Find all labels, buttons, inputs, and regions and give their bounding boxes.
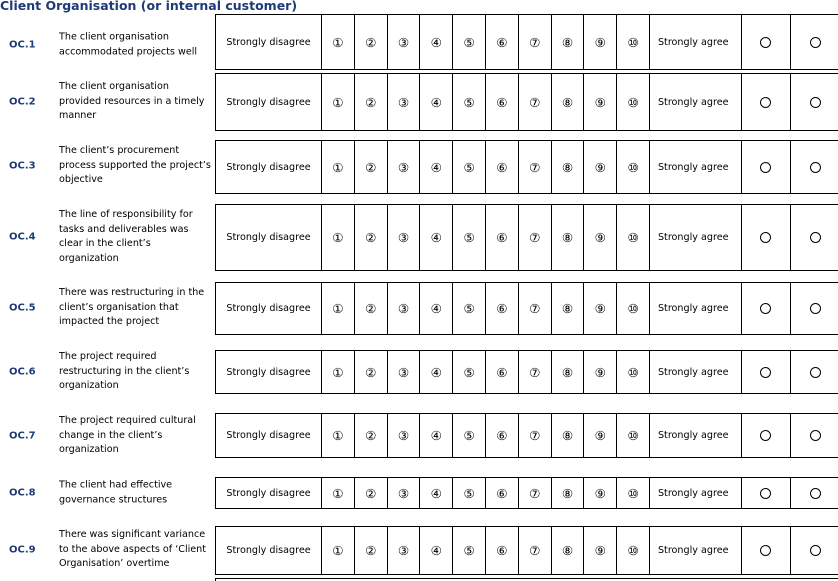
scale-option-8[interactable]: ⑧	[552, 414, 585, 457]
rating-scale	[215, 350, 838, 394]
scale-option-8[interactable]: ⑧	[552, 283, 585, 334]
scale-option-3[interactable]: ③	[388, 351, 421, 393]
scale-option-5[interactable]: ⑤	[453, 74, 486, 130]
question-text: The line of responsibility for tasks and deliverables was clear in the client’s organization	[59, 208, 193, 264]
radio-cell	[742, 527, 791, 574]
radio-button[interactable]	[810, 232, 821, 243]
scale-option-4[interactable]: ④	[420, 283, 453, 334]
scale-option-8[interactable]: ⑧	[552, 478, 585, 508]
scale-option-10[interactable]: ⑩	[617, 351, 650, 393]
scale-option-4[interactable]: ④	[420, 351, 453, 393]
scale-option-3[interactable]: ③	[388, 478, 421, 508]
scale-right-label: Strongly agree	[650, 141, 742, 193]
scale-option-7[interactable]: ⑦	[519, 74, 552, 130]
scale-option-2[interactable]: ②	[355, 141, 388, 193]
scale-option-9[interactable]: ⑨	[584, 141, 617, 193]
radio-button[interactable]	[760, 162, 771, 173]
scale-option-10[interactable]: ⑩	[617, 141, 650, 193]
radio-cell	[791, 15, 838, 69]
rating-scale	[215, 14, 838, 70]
question-text: The project required cultural change in the client’s organization	[59, 415, 196, 456]
question-text: The client’s procurement process supported the project’s objective	[59, 145, 211, 186]
rating-scale	[215, 140, 838, 194]
rating-scale	[215, 477, 838, 509]
scale-option-10[interactable]: ⑩	[617, 74, 650, 130]
scale-left-label: Strongly disagree	[216, 15, 322, 69]
scale-option-9[interactable]: ⑨	[584, 74, 617, 130]
radio-cell	[791, 527, 838, 574]
scale-left-label: Strongly disagree	[216, 141, 322, 193]
scale-right-label: Strongly agree	[650, 283, 742, 334]
radio-button[interactable]	[760, 232, 771, 243]
scale-option-1[interactable]: ①	[322, 351, 355, 393]
radio-button[interactable]	[760, 367, 771, 378]
question-code: OC.2	[9, 96, 36, 108]
rating-scale	[215, 73, 838, 131]
radio-cell	[791, 351, 838, 393]
scale-option-6[interactable]: ⑥	[486, 351, 519, 393]
scale-option-3[interactable]: ③	[388, 414, 421, 457]
scale-option-1[interactable]: ①	[322, 414, 355, 457]
scale-option-2[interactable]: ②	[355, 527, 388, 574]
rating-scale	[215, 526, 838, 575]
scale-right-label: Strongly agree	[650, 74, 742, 130]
rating-scale	[215, 413, 838, 458]
scale-option-10[interactable]: ⑩	[617, 527, 650, 574]
question-code: OC.9	[9, 544, 36, 556]
radio-button[interactable]	[810, 367, 821, 378]
radio-button[interactable]	[760, 303, 771, 314]
radio-cell	[791, 283, 838, 334]
scale-left-label: Strongly disagree	[216, 74, 322, 130]
scale-option-4[interactable]: ④	[420, 414, 453, 457]
scale-option-1[interactable]: ①	[322, 74, 355, 130]
scale-option-6[interactable]: ⑥	[486, 283, 519, 334]
question-code: OC.3	[9, 160, 36, 172]
radio-cell	[791, 478, 838, 508]
scale-option-7[interactable]: ⑦	[519, 414, 552, 457]
radio-cell	[742, 414, 791, 457]
scale-option-4[interactable]: ④	[420, 478, 453, 508]
question-text: The client organisation accommodated projects well	[59, 31, 198, 57]
scale-option-5[interactable]: ⑤	[453, 478, 486, 508]
scale-option-9[interactable]: ⑨	[584, 15, 617, 69]
scale-option-8[interactable]: ⑧	[552, 141, 585, 193]
scale-option-8[interactable]: ⑧	[552, 205, 585, 270]
radio-cell	[742, 283, 791, 334]
scale-right-label: Strongly agree	[650, 15, 742, 69]
question-code: OC.7	[9, 430, 36, 442]
scale-option-4[interactable]: ④	[420, 527, 453, 574]
radio-cell	[791, 74, 838, 130]
scale-option-4[interactable]: ④	[420, 74, 453, 130]
scale-option-9[interactable]: ⑨	[584, 283, 617, 334]
scale-option-8[interactable]: ⑧	[552, 74, 585, 130]
scale-option-3[interactable]: ③	[388, 205, 421, 270]
scale-option-6[interactable]: ⑥	[486, 205, 519, 270]
radio-cell	[742, 74, 791, 130]
radio-button[interactable]	[760, 545, 771, 556]
radio-button[interactable]	[810, 97, 821, 108]
scale-option-4[interactable]: ④	[420, 141, 453, 193]
radio-cell	[791, 205, 838, 270]
scale-option-2[interactable]: ②	[355, 15, 388, 69]
rating-scale	[215, 282, 838, 335]
scale-left-label: Strongly disagree	[216, 527, 322, 574]
scale-option-9[interactable]: ⑨	[584, 478, 617, 508]
radio-button[interactable]	[810, 303, 821, 314]
scale-option-3[interactable]: ③	[388, 527, 421, 574]
scale-option-4[interactable]: ④	[420, 205, 453, 270]
scale-option-10[interactable]: ⑩	[617, 15, 650, 69]
scale-option-2[interactable]: ②	[355, 205, 388, 270]
scale-option-8[interactable]: ⑧	[552, 527, 585, 574]
scale-left-label: Strongly disagree	[216, 414, 322, 457]
question-text: There was significant variance to the above aspects of ‘Client Organisation’ overtime	[59, 529, 207, 570]
radio-cell	[742, 351, 791, 393]
scale-right-label: Strongly agree	[650, 205, 742, 270]
scale-option-6[interactable]: ⑥	[486, 141, 519, 193]
scale-option-1[interactable]: ①	[322, 283, 355, 334]
scale-option-9[interactable]: ⑨	[584, 205, 617, 270]
scale-option-9[interactable]: ⑨	[584, 527, 617, 574]
scale-option-5[interactable]: ⑤	[453, 351, 486, 393]
scale-option-7[interactable]: ⑦	[519, 141, 552, 193]
scale-option-5[interactable]: ⑤	[453, 283, 486, 334]
scale-option-10[interactable]: ⑩	[617, 283, 650, 334]
scale-option-7[interactable]: ⑦	[519, 15, 552, 69]
radio-button[interactable]	[810, 162, 821, 173]
scale-option-8[interactable]: ⑧	[552, 351, 585, 393]
question-code: OC.1	[9, 39, 36, 51]
scale-option-2[interactable]: ②	[355, 478, 388, 508]
scale-option-5[interactable]: ⑤	[453, 15, 486, 69]
question-text: The project required restructuring in the client’s organization	[59, 351, 190, 392]
question-code: OC.4	[9, 231, 36, 243]
radio-button[interactable]	[810, 545, 821, 556]
scale-right-label: Strongly agree	[650, 527, 742, 574]
rating-scale	[215, 204, 838, 271]
scale-option-1[interactable]: ①	[322, 205, 355, 270]
scale-option-6[interactable]: ⑥	[486, 74, 519, 130]
radio-cell	[742, 205, 791, 270]
radio-button[interactable]	[760, 37, 771, 48]
section-title: Client Organisation (or internal customer)	[0, 0, 298, 13]
scale-option-5[interactable]: ⑤	[453, 205, 486, 270]
scale-option-2[interactable]: ②	[355, 283, 388, 334]
scale-option-3[interactable]: ③	[388, 15, 421, 69]
radio-button[interactable]	[810, 430, 821, 441]
scale-option-8[interactable]: ⑧	[552, 15, 585, 69]
question-text: The client had effective governance structures	[59, 479, 173, 505]
scale-option-7[interactable]: ⑦	[519, 205, 552, 270]
scale-option-4[interactable]: ④	[420, 15, 453, 69]
scale-option-5[interactable]: ⑤	[453, 414, 486, 457]
scale-option-2[interactable]: ②	[355, 74, 388, 130]
scale-option-1[interactable]: ①	[322, 478, 355, 508]
scale-option-6[interactable]: ⑥	[486, 15, 519, 69]
scale-option-5[interactable]: ⑤	[453, 141, 486, 193]
scale-option-7[interactable]: ⑦	[519, 527, 552, 574]
scale-right-label: Strongly agree	[650, 478, 742, 508]
question-code: OC.8	[9, 487, 36, 499]
scale-option-3[interactable]: ③	[388, 74, 421, 130]
scale-option-1[interactable]: ①	[322, 527, 355, 574]
scale-option-7[interactable]: ⑦	[519, 478, 552, 508]
scale-option-10[interactable]: ⑩	[617, 205, 650, 270]
radio-cell	[791, 141, 838, 193]
scale-option-2[interactable]: ②	[355, 414, 388, 457]
radio-button[interactable]	[810, 37, 821, 48]
scale-option-6[interactable]: ⑥	[486, 414, 519, 457]
radio-cell	[791, 414, 838, 457]
question-text: The client organisation provided resources in a timely manner	[59, 81, 205, 122]
scale-option-2[interactable]: ②	[355, 351, 388, 393]
scale-option-9[interactable]: ⑨	[584, 351, 617, 393]
scale-left-label: Strongly disagree	[216, 478, 322, 508]
radio-button[interactable]	[760, 97, 771, 108]
scale-option-1[interactable]: ①	[322, 141, 355, 193]
scale-option-7[interactable]: ⑦	[519, 351, 552, 393]
scale-right-label: Strongly agree	[650, 414, 742, 457]
scale-option-6[interactable]: ⑥	[486, 478, 519, 508]
radio-cell	[742, 478, 791, 508]
scale-option-1[interactable]: ①	[322, 15, 355, 69]
scale-option-3[interactable]: ③	[388, 283, 421, 334]
radio-button[interactable]	[760, 430, 771, 441]
scale-right-label: Strongly agree	[650, 351, 742, 393]
scale-option-9[interactable]: ⑨	[584, 414, 617, 457]
scale-option-6[interactable]: ⑥	[486, 527, 519, 574]
scale-option-5[interactable]: ⑤	[453, 527, 486, 574]
radio-cell	[742, 141, 791, 193]
question-text: There was restructuring in the client’s organisation that impacted the project	[59, 287, 205, 328]
scale-left-label: Strongly disagree	[216, 351, 322, 393]
scale-option-3[interactable]: ③	[388, 141, 421, 193]
question-code: OC.6	[9, 366, 36, 378]
question-code: OC.5	[9, 302, 36, 314]
scale-left-label: Strongly disagree	[216, 283, 322, 334]
radio-button[interactable]	[810, 488, 821, 499]
scale-option-10[interactable]: ⑩	[617, 414, 650, 457]
radio-button[interactable]	[760, 488, 771, 499]
radio-cell	[742, 15, 791, 69]
scale-option-10[interactable]: ⑩	[617, 478, 650, 508]
scale-left-label: Strongly disagree	[216, 205, 322, 270]
scale-option-7[interactable]: ⑦	[519, 283, 552, 334]
